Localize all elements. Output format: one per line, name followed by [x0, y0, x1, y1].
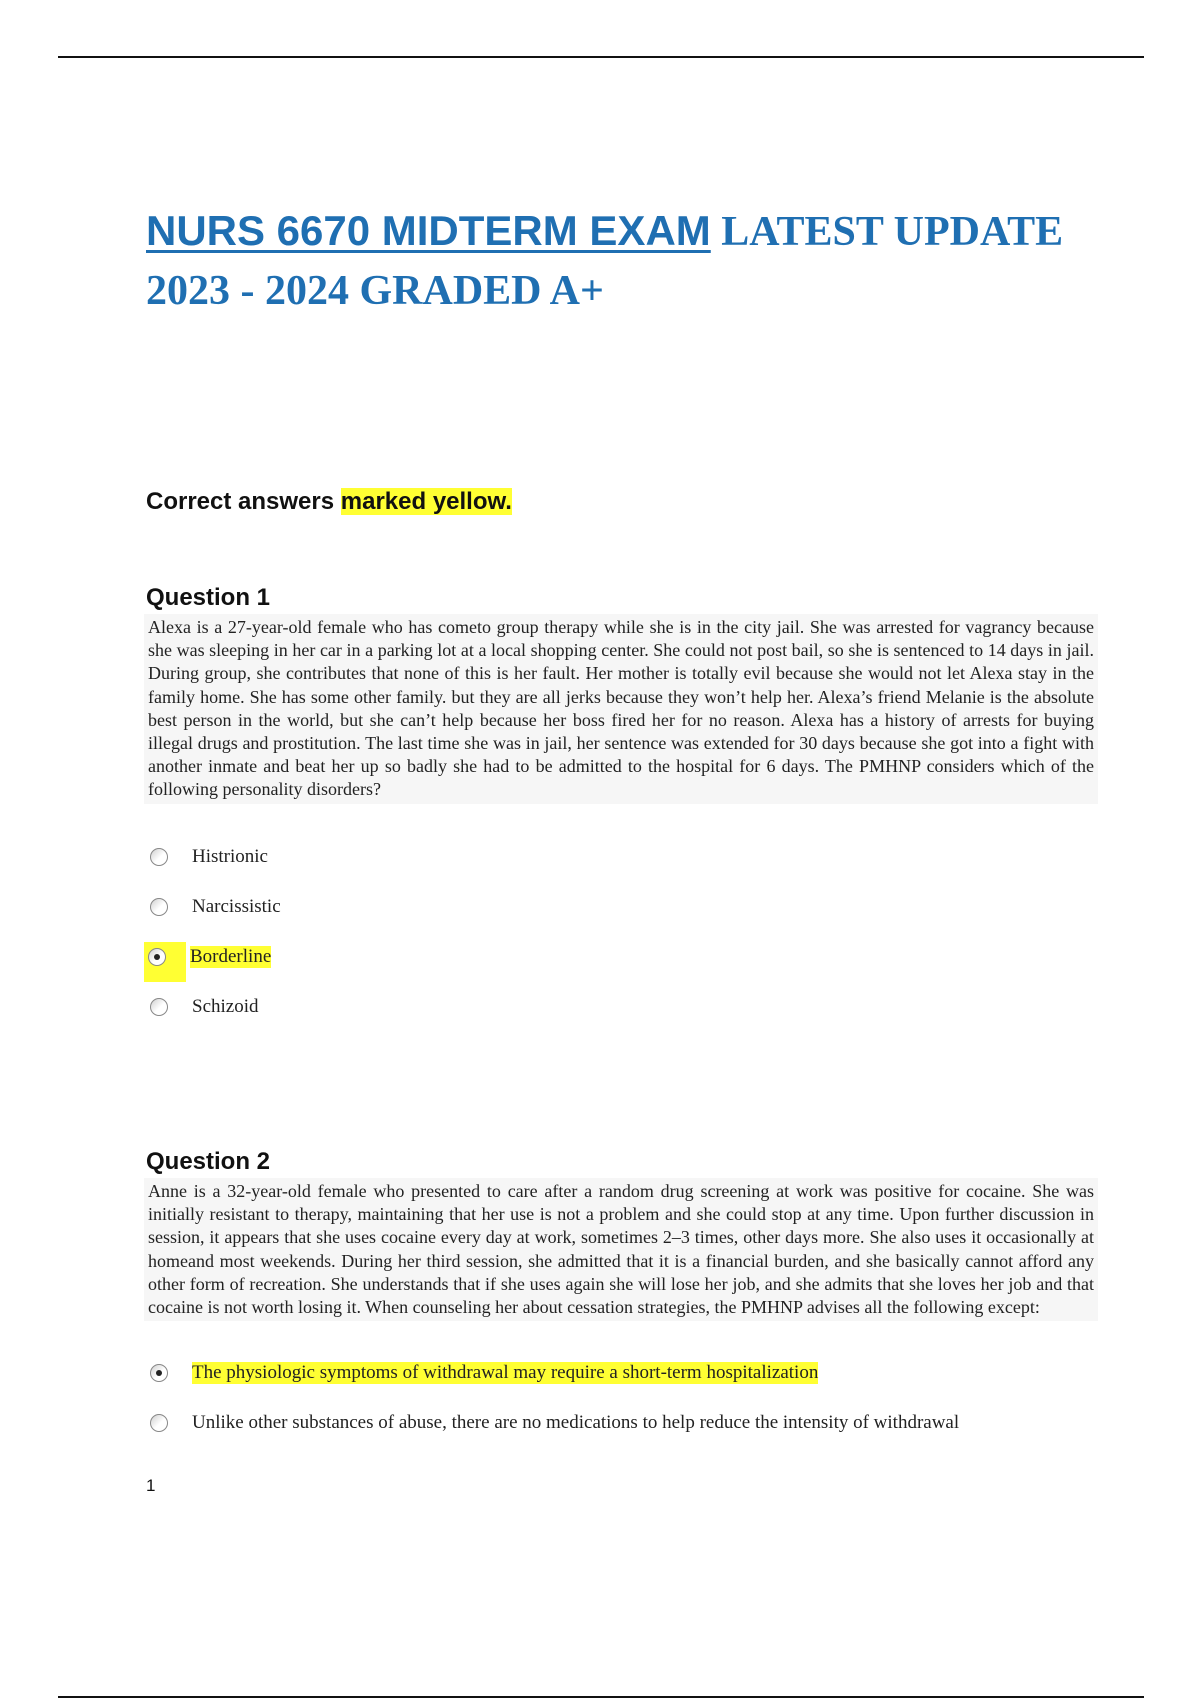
top-rule — [58, 56, 1144, 58]
question-1-heading: Question 1 — [146, 584, 271, 611]
q1-option-borderline[interactable] — [146, 942, 271, 972]
radio-selected-icon[interactable] — [148, 948, 166, 966]
page-number: 1 — [146, 1476, 156, 1495]
option-label: Histrionic — [192, 846, 268, 867]
question-1-text: Alexa is a 27-year-old female who has cometo group therapy while she is in the city jail. She was arrested for vagrancy because she was sleeping in her car in a parking lot at a local shopping center. She could not post bail, so she is sentenced to 14 days in jail. During group, she contributes that none of this is her fault. Her mother is totally evil because she would not let Alexa stay in the family home. She has some other family. but they are all jerks because they won’t help her. Alexa’s friend Melanie is the absolute best person in the world, but she can’t help because her boss fired her for no reason. Alexa has a history of arrests for buying illegal drugs and prostitution. The last time she was in jail, her sentence was extended for 30 days because she got into a fight with another inmate and beat her up so badly she had to be admitted to the hospital for 6 days. The PMHNP considers which of the following personality disorders? — [144, 614, 1098, 804]
q2-option-hospitalization[interactable] — [146, 1358, 818, 1388]
radio-unselected-icon[interactable] — [150, 848, 168, 866]
bottom-rule — [58, 1696, 1144, 1698]
radio-selected-icon[interactable] — [150, 1364, 168, 1382]
title-rest: LATEST UPDATE 2023 - 2024 GRADED A+ — [146, 209, 1064, 314]
answer-key-note — [146, 488, 512, 516]
title-link[interactable]: NURS 6670 MIDTERM EXAM — [146, 207, 711, 254]
note-highlight: marked yellow. — [340, 488, 512, 515]
question-2-text: Anne is a 32-year-old female who presented to care after a random drug screening at work was positive for cocaine. She was initially resistant to therapy, maintaining that her use is not a problem and she could stop at any time. Upon further discussion in session, it appears that she uses cocaine every day at work, sometimes 2–3 times, other days more. She also uses it occasionally at homeand most weekends. During her third session, she admitted that it is a financial burden, and she basically cannot afford any other form of recreation. She understands that if she uses again she will lose her job, and she admits that she loves her job and that cocaine is not worth losing it. When counseling her about cessation strategies, the PMHNP advises all the following except: — [144, 1178, 1098, 1321]
question-2-heading: Question 2 — [146, 1148, 271, 1175]
note-prefix: Correct answers — [146, 488, 341, 515]
option-label: Borderline — [190, 946, 272, 967]
q1-option-histrionic[interactable] — [146, 842, 268, 872]
option-label: Unlike other substances of abuse, there are no medications to help reduce the intensity of withdrawal — [192, 1412, 960, 1433]
q2-option-no-medications[interactable] — [146, 1408, 959, 1438]
q1-option-schizoid[interactable] — [146, 992, 259, 1022]
option-label: Narcissistic — [192, 896, 281, 917]
radio-unselected-icon[interactable] — [150, 1414, 168, 1432]
option-label: The physiologic symptoms of withdrawal may require a short-term hospitalization — [192, 1362, 819, 1383]
q1-option-narcissistic[interactable] — [146, 892, 281, 922]
document-title — [146, 206, 1126, 325]
option-label: Schizoid — [192, 996, 259, 1017]
radio-unselected-icon[interactable] — [150, 898, 168, 916]
radio-unselected-icon[interactable] — [150, 998, 168, 1016]
